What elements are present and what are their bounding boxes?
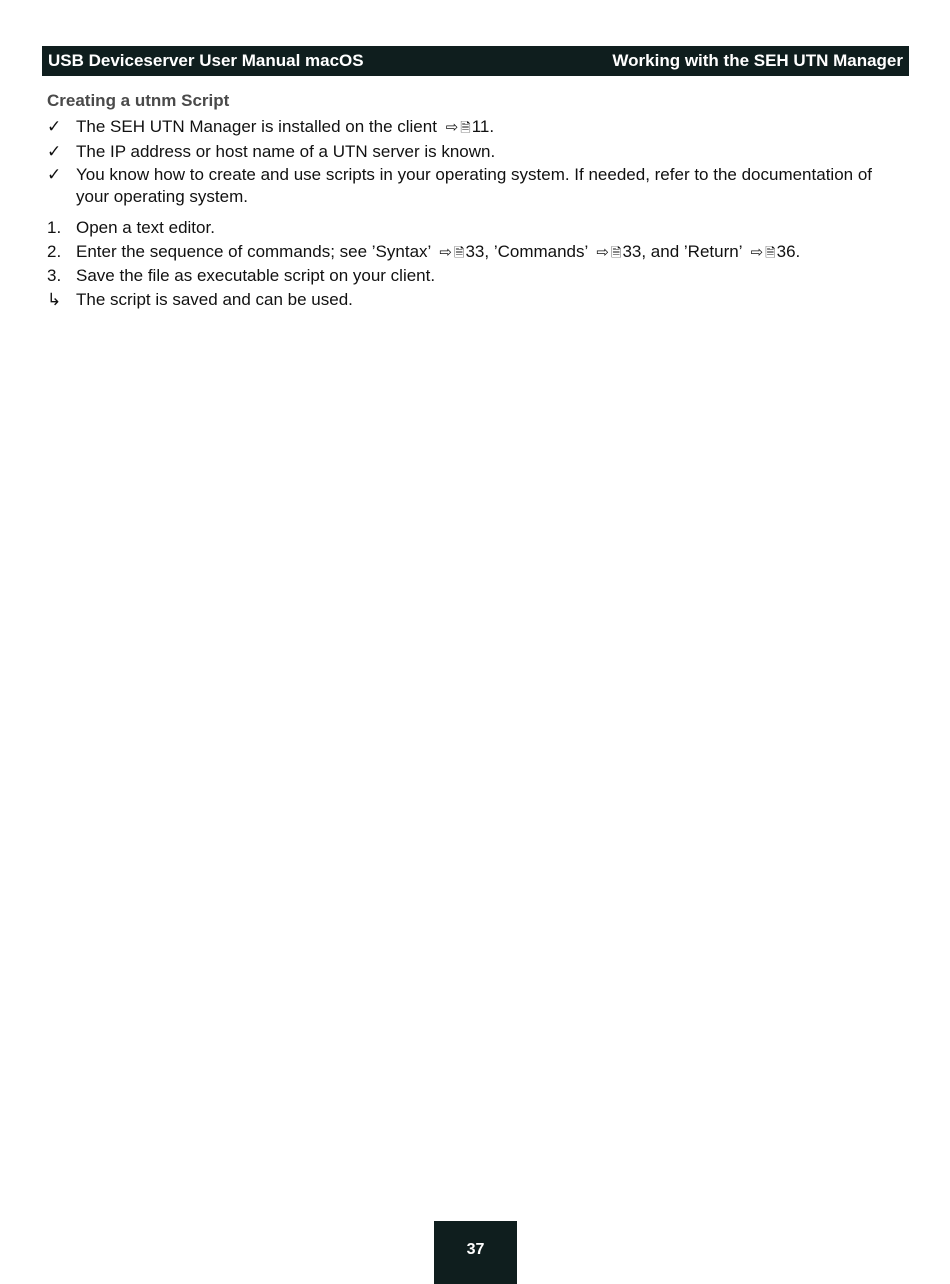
page-number-label: 37 bbox=[466, 1240, 485, 1258]
main-content bbox=[47, 90, 907, 312]
section-title: Creating a utnm Script bbox=[47, 91, 230, 110]
step-number: 1. bbox=[47, 218, 62, 237]
step-number: 2. bbox=[47, 241, 62, 261]
page-reference-link[interactable]: 33 bbox=[622, 241, 642, 261]
step-text: Enter the sequence of commands; see ’Syntax’ bbox=[76, 241, 431, 261]
page-reference-link[interactable]: 36 bbox=[776, 241, 796, 261]
page-icon: 🗎 bbox=[454, 244, 465, 260]
prerequisite-text: The SEH UTN Manager is installed on the client bbox=[76, 117, 437, 136]
step-item bbox=[47, 217, 907, 239]
arrow-right-icon: ⇨ bbox=[596, 243, 609, 261]
result-arrow-icon: ↳ bbox=[47, 289, 62, 309]
page-icon: 🗎 bbox=[610, 244, 622, 260]
checkmark-icon: ✓ bbox=[47, 165, 62, 184]
prerequisite-item bbox=[47, 164, 907, 208]
prerequisites-list bbox=[47, 116, 907, 208]
page-header bbox=[42, 46, 909, 76]
steps-list bbox=[47, 217, 907, 311]
result-text: The script is saved and can be used. bbox=[76, 289, 353, 309]
step-text: Save the file as executable script on your client. bbox=[76, 266, 436, 285]
page-icon: 🗎 bbox=[765, 244, 776, 260]
page-reference-link[interactable]: 11 bbox=[471, 117, 490, 136]
step-text: Open a text editor. bbox=[76, 218, 215, 237]
prerequisite-text: The IP address or host name of a UTN server is known. bbox=[76, 141, 496, 161]
prerequisite-item: ✓ The SEH UTN Manager is installed on the client ⇨ 🗎11. bbox=[47, 116, 907, 139]
arrow-right-icon: ⇨ bbox=[439, 243, 452, 261]
prerequisite-text: You know how to create and use scripts in your operating system. If needed, refer to the documentation of your operating system. bbox=[76, 165, 873, 206]
step-item: 2. Enter the sequence of commands; see ’Syntax’ ⇨ 🗎33, ’Commands’ ⇨ 🗎33, and ’Return’ ⇨ 🗎36. bbox=[47, 241, 907, 264]
arrow-right-icon: ⇨ bbox=[445, 119, 459, 136]
step-item bbox=[47, 265, 907, 287]
checkmark-icon: ✓ bbox=[47, 117, 62, 136]
page-reference-link[interactable]: 33 bbox=[465, 241, 485, 261]
page-icon: 🗎 bbox=[460, 120, 471, 135]
header-chapter-title: Working with the SEH UTN Manager bbox=[612, 51, 903, 70]
arrow-right-icon: ⇨ bbox=[750, 243, 764, 261]
header-document-title: USB Deviceserver User Manual macOS bbox=[48, 51, 364, 70]
result-item bbox=[47, 289, 907, 311]
checkmark-icon: ✓ bbox=[47, 141, 62, 161]
prerequisite-item bbox=[47, 141, 907, 163]
step-number: 3. bbox=[47, 266, 62, 285]
page-number bbox=[434, 1221, 517, 1284]
